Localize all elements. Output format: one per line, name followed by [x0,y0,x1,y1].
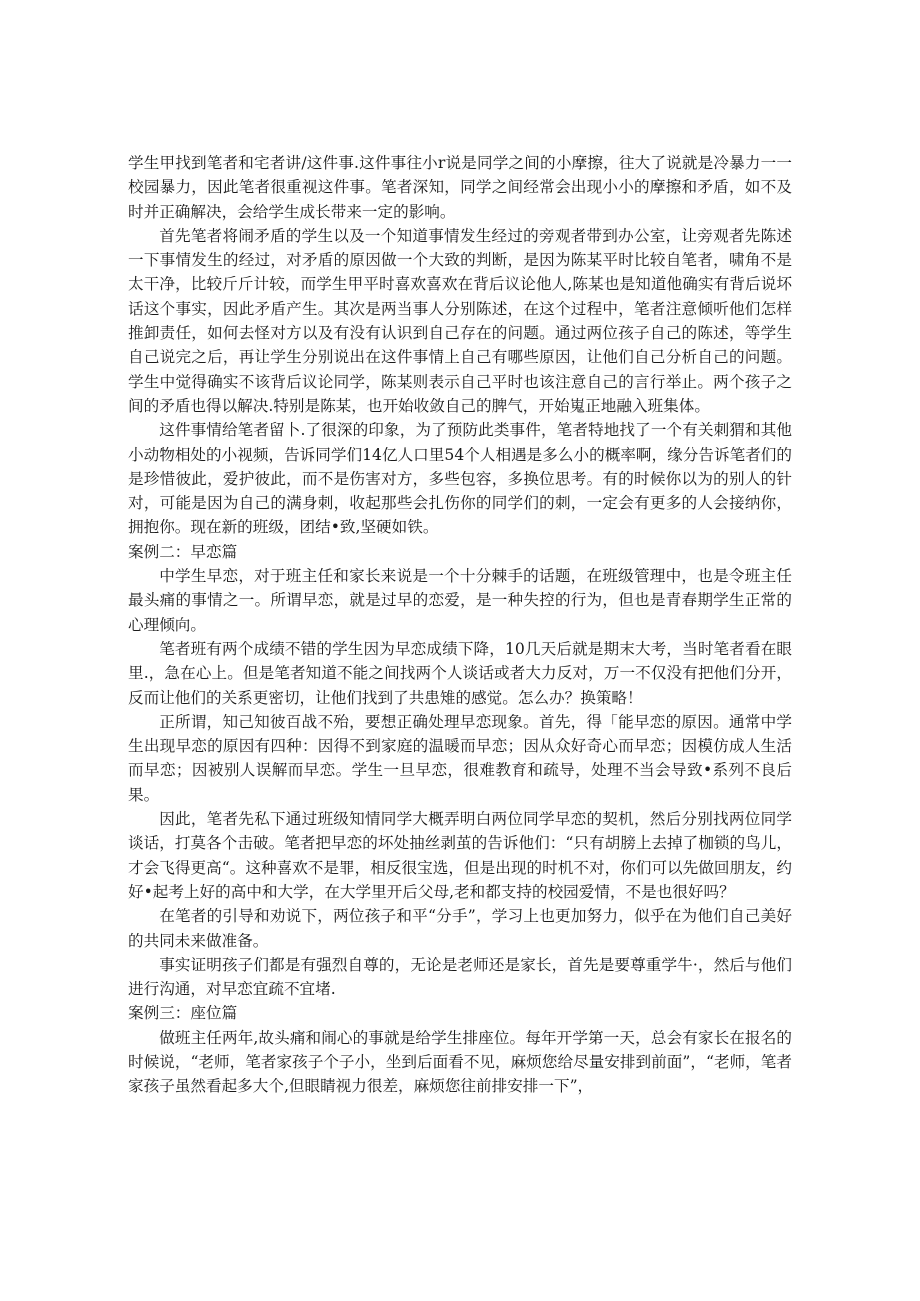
paragraph: 因此，笔者先私下通过班级知情同学大概弄明白两位同学早恋的契机，然后分别找两位同学谈话，打莫各个击破。笔者把早恋的坏处抽丝剥茧的告诉他们：“只有胡膀上去掉了枷锁的鸟儿，才会飞得更高“。这种喜欢不是罪，相反很宝选，但是出现的时机不对，你们可以先做回朋友，约好•起考上好的高中和大学，在大学里开后父母,老和都支持的校园爱情，不是也很好吗？ [128,810,792,901]
paragraph: 正所谓，知己知彼百战不殆，要想正确处理早恋现象。首先，得「能早恋的原因。通常中学生出现早恋的原因有四种：因得不到家庭的温暖而早恋；因从众好奇心而早恋；因模仿成人生活而早恋；因被别人误解而早恋。学生一旦早恋，很难教育和疏导，处理不当会导致•系列不良后果。 [128,712,792,804]
paragraph: 在笔者的引导和劝说下，两位孩子和平“分手”，学习上也更加努力，似乎在为他们自己美好的共同未来做准备。 [128,907,792,950]
paragraph: 中学生早恋，对于班主任和家长来说是一个十分棘手的话题，在班级管理中，也是令班主任最头痛的事情之一。所谓早恋，就是过早的恋爱，是一种失控的行为，但也是青春期学生正常的心理倾向。 [128,567,792,634]
paragraph: 做班主任两年,故头痛和闹心的事就是给学生排座位。每年开学第一天，总会有家长在报名的时候说，“老师，笔者家孩子个子小，坐到后面看不见，麻烦您给尽量安排到前面”，“老师，笔者家孩子虽然看起多大个,但眼睛视力很差，麻烦您往前排安排一下”， [128,1028,792,1096]
document-body [128,151,792,1099]
paragraph: 事实证明孩子们都是有强烈自尊的，无论是老师还是家长，首先是要尊重学牛·，然后与他们进行沟通，对早恋宜疏不宜堵. [128,955,792,999]
section-heading: 案例二：早恋篇 [128,542,238,561]
paragraph: 首先笔者将闹矛盾的学生以及一个知道事情发生经过的旁观者带到办公室，让旁观者先陈述一下事情发生的经过，对矛盾的原因做一个大致的判断，是因为陈某平时比较自笔者，啸角不是太干净，比较斤斤计较，而学生甲平时喜欢喜欢在背后议论他人,陈某也是知道他确实有背后说坏话这个事实，因此矛盾产生。其次是两当事人分别陈述，在这个过程中，笔者注意倾听他们怎样推卸责任，如何去怪对方以及有没有认识到自己存在的问题。通过两位孩子自己的陈述，等学生自己说完之后，再让学生分别说出在这件事情上自己有哪些原因，让他们自己分析自己的问题。学生中觉得确实不该背后议论同学，陈某则表示自己平时也该注意自己的言行举止。两个孩子之间的矛盾也得以解决.特别是陈某，也开始收敛自己的脾气，开始嵬正地融入班集体。 [128,226,792,415]
paragraph: 笔者班有两个成绩不错的学生因为早恋成绩下降，10几天后就是期末大考，当时笔者看在眼里.，急在心上。但是笔者知道不能之间找两个人谈话或者大力反对，万一不仅没有把他们分开，反而让他们的关系更密切，让他们找到了共患雉的感觉。怎么办？换策略！ [128,639,792,707]
section-heading: 案例三：座位篇 [128,1004,238,1023]
paragraph: 这件事情给笔者留卜.了很深的印象，为了预防此类事件，笔者特地找了一个有关刺猬和其他小动物相处的小视频，告诉同学们14亿人口里54个人相遇是多么小的概率啊，缘分告诉笔者们的是珍惜彼此，爱护彼此，而不是伤害对方，多些包容，多换位思考。有的时候你以为的别人的针对，可能是因为自己的满身刺，收起那些会扎伤你的同学们的刺，一定会有更多的人会接纳你，拥抱你。现在新的班级，团结•致,坚硬如铁。 [128,421,792,537]
paragraph: 学生甲找到笔者和宅者讲/这件事.这件事往小r说是同学之间的小摩擦，往大了说就是冷暴力一一校园暴力，因此笔者很重视这件事。笔者深知，同学之间经常会出现小小的摩擦和矛盾，如不及时并正确解决，会给学生成长带来一定的影响。 [128,154,792,221]
